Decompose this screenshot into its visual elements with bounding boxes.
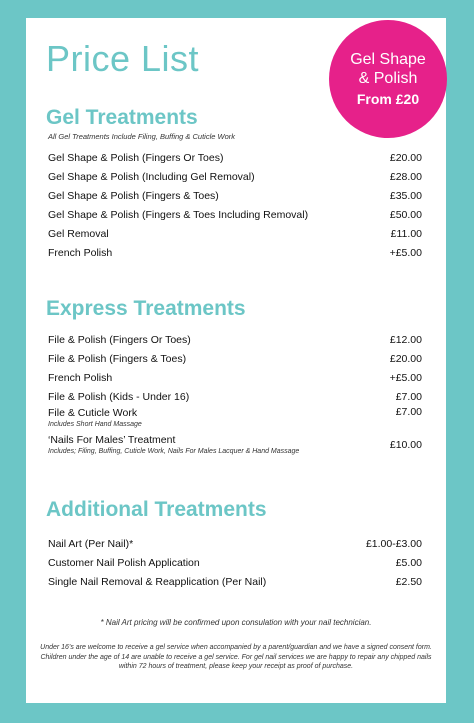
price-row <box>48 224 422 243</box>
price-row <box>48 428 422 461</box>
item-price: £5.00 <box>395 556 422 569</box>
item-name: File & Cuticle Work <box>48 406 138 419</box>
item-name: ‘Nails For Males’ Treatment <box>48 434 176 446</box>
item-name: French Polish <box>48 371 113 384</box>
item-price: £10.00 <box>389 438 422 451</box>
item-name-block <box>48 407 142 428</box>
promo-badge <box>329 20 447 138</box>
item-price: +£5.00 <box>389 371 422 384</box>
item-price: £35.00 <box>389 189 422 202</box>
item-description: Includes Short Hand Massage <box>48 420 142 428</box>
badge-line-2: & Polish <box>358 69 418 87</box>
item-name: Gel Shape & Polish (Fingers Or Toes) <box>48 151 224 164</box>
item-price: £20.00 <box>389 352 422 365</box>
item-name: Single Nail Removal & Reapplication (Per Nail) <box>48 575 267 588</box>
gel-price-list <box>48 148 422 262</box>
price-row <box>48 368 422 387</box>
item-price: £28.00 <box>389 170 422 183</box>
price-row <box>48 406 422 428</box>
price-row <box>48 243 422 262</box>
item-price: £1.00-£3.00 <box>365 537 422 550</box>
additional-section-title: Additional Treatments <box>46 498 267 521</box>
price-row <box>48 534 422 553</box>
policy-footnote: Under 16’s are welcome to receive a gel service when accompanied by a parent/guardian and we have a signed consent form. Children under the age of 14 are unable to receive a gel service. For gel nail services we are happy to repair any chipped nails within 72 hours of treatment, please keep your receipt as proof of purchase. <box>40 644 432 670</box>
price-row <box>48 148 422 167</box>
price-row <box>48 186 422 205</box>
item-price: £11.00 <box>390 227 422 240</box>
price-row <box>48 330 422 349</box>
item-price: +£5.00 <box>389 246 422 259</box>
express-price-list <box>48 330 422 461</box>
price-row <box>48 205 422 224</box>
item-name: French Polish <box>48 246 113 259</box>
item-name: File & Polish (Kids - Under 16) <box>48 390 190 403</box>
item-name: Gel Shape & Polish (Fingers & Toes) <box>48 189 219 202</box>
item-price: £20.00 <box>389 151 422 164</box>
item-price: £7.00 <box>395 390 422 403</box>
item-name: File & Polish (Fingers & Toes) <box>48 352 187 365</box>
price-row <box>48 553 422 572</box>
item-price: £50.00 <box>389 208 422 221</box>
item-name: File & Polish (Fingers Or Toes) <box>48 333 191 346</box>
price-list-card <box>26 18 446 703</box>
price-row <box>48 167 422 186</box>
badge-line-1: Gel Shape <box>350 50 426 68</box>
price-row <box>48 349 422 368</box>
additional-price-list <box>48 534 422 591</box>
item-name: Nail Art (Per Nail)* <box>48 537 134 550</box>
item-price: £7.00 <box>395 406 422 418</box>
item-name: Gel Removal <box>48 227 109 240</box>
price-row <box>48 387 422 406</box>
express-section-title: Express Treatments <box>46 297 246 320</box>
price-row <box>48 572 422 591</box>
item-name: Gel Shape & Polish (Including Gel Removal) <box>48 170 255 183</box>
item-description: Includes; Filing, Buffing, Cuticle Work, Nails For Males Lacquer & Hand Massage <box>48 448 300 455</box>
gel-section-title: Gel Treatments <box>46 106 198 129</box>
page-title: Price List <box>46 38 200 79</box>
item-name-block <box>48 434 299 455</box>
item-name: Customer Nail Polish Application <box>48 556 200 569</box>
gel-section-note: All Gel Treatments Include Filing, Buffing & Cuticle Work <box>48 132 236 141</box>
badge-line-3: From £20 <box>356 90 420 107</box>
item-price: £12.00 <box>389 333 422 346</box>
item-price: £2.50 <box>395 575 422 588</box>
nail-art-footnote: * Nail Art pricing will be confirmed upon consulation with your nail technician. <box>100 618 372 627</box>
item-name: Gel Shape & Polish (Fingers & Toes Including Removal) <box>48 208 309 221</box>
